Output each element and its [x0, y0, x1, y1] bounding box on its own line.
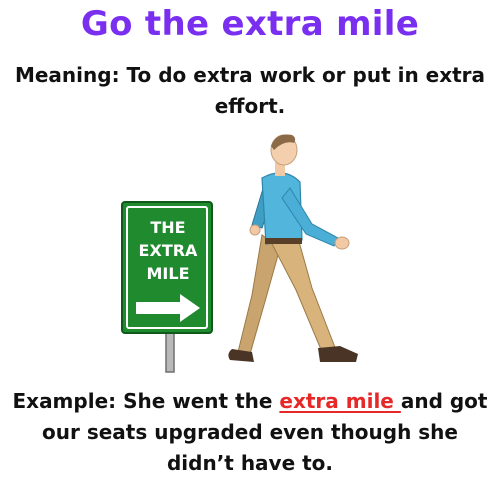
back-hand	[250, 225, 260, 235]
front-hand	[335, 237, 349, 249]
walking-man	[228, 134, 358, 362]
illustration	[0, 130, 500, 380]
example-prefix: Example: She went the	[12, 389, 280, 413]
example-line-2: our seats upgraded even though she	[42, 420, 458, 444]
belt	[265, 238, 302, 244]
front-leg	[270, 238, 336, 352]
front-shoe	[318, 346, 358, 362]
road-sign	[122, 202, 212, 333]
sign-post	[166, 330, 174, 372]
example-line-3: didn’t have to.	[166, 451, 334, 475]
example-suffix: and got	[400, 389, 488, 413]
sign-text-line-1: THE	[150, 218, 186, 237]
sign-text-line-2: EXTRA	[138, 241, 198, 260]
sign-text-line-3: MILE	[146, 264, 190, 283]
meaning-line-2: effort.	[214, 94, 286, 118]
example-line-1	[0, 386, 500, 417]
meaning-text	[0, 60, 500, 122]
back-leg	[238, 235, 280, 354]
page-title: Go the extra mile	[80, 4, 420, 44]
meaning-line-1: Meaning: To do extra work or put in extra	[14, 63, 486, 87]
example-text	[0, 386, 500, 479]
example-highlight: extra mile	[279, 389, 401, 413]
